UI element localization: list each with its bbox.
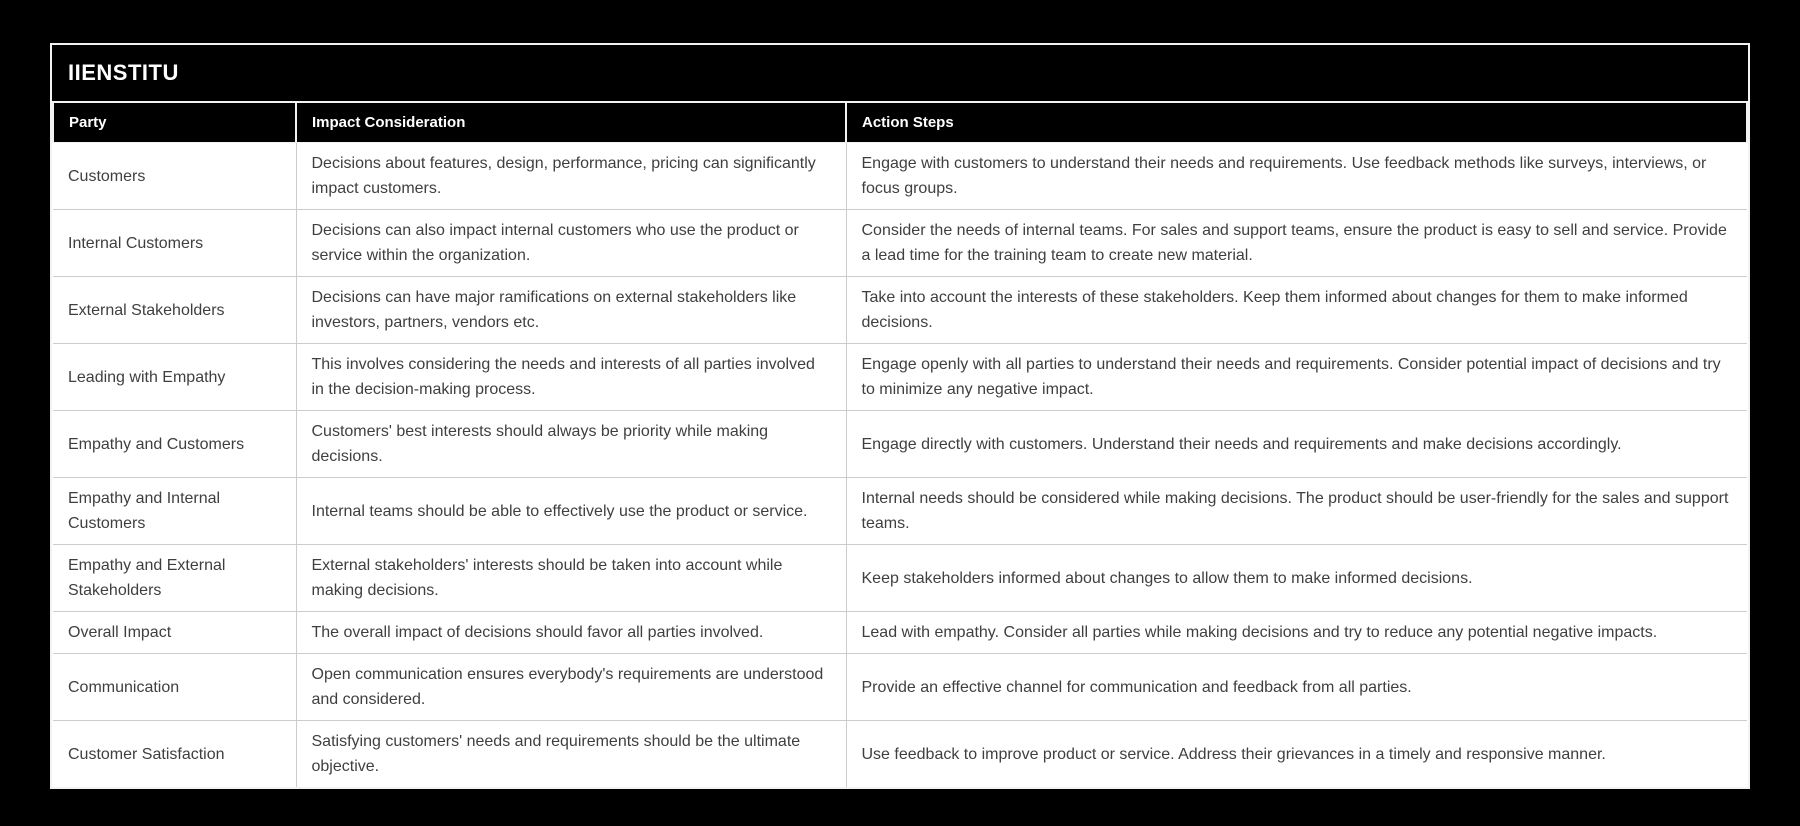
table-row: [53, 344, 1747, 411]
impact-consideration-cell: Internal teams should be able to effectively use the product or service.: [296, 478, 846, 545]
table-row: [53, 612, 1747, 654]
party-cell: Leading with Empathy: [53, 344, 296, 411]
action-steps-cell: Take into account the interests of these stakeholders. Keep them informed about changes for them to make informed decisions.: [846, 277, 1747, 344]
party-cell: Empathy and Customers: [53, 411, 296, 478]
table-row: [53, 545, 1747, 612]
page-title: IIENSTITU: [68, 60, 179, 85]
action-steps-cell: Internal needs should be considered while making decisions. The product should be user-friendly for the sales and support teams.: [846, 478, 1747, 545]
impact-consideration-cell: Customers' best interests should always be priority while making decisions.: [296, 411, 846, 478]
impact-consideration-cell: The overall impact of decisions should favor all parties involved.: [296, 612, 846, 654]
column-header-impact-consideration: Impact Consideration: [296, 102, 846, 143]
impact-consideration-cell: Decisions can also impact internal customers who use the product or service within the organization.: [296, 210, 846, 277]
impact-consideration-cell: Satisfying customers' needs and requirements should be the ultimate objective.: [296, 721, 846, 788]
party-cell: Customer Satisfaction: [53, 721, 296, 788]
column-header-party: Party: [53, 102, 296, 143]
party-cell: Internal Customers: [53, 210, 296, 277]
action-steps-cell: Engage with customers to understand their needs and requirements. Use feedback methods like surveys, interviews, or focus groups.: [846, 143, 1747, 210]
action-steps-cell: Engage directly with customers. Understand their needs and requirements and make decisions accordingly.: [846, 411, 1747, 478]
table-header: [53, 102, 1747, 143]
table-row: [53, 210, 1747, 277]
action-steps-cell: Provide an effective channel for communication and feedback from all parties.: [846, 654, 1747, 721]
impact-consideration-cell: Decisions about features, design, performance, pricing can significantly impact customers.: [296, 143, 846, 210]
party-cell: Communication: [53, 654, 296, 721]
action-steps-cell: Keep stakeholders informed about changes to allow them to make informed decisions.: [846, 545, 1747, 612]
stakeholder-impact-table: [52, 101, 1748, 787]
party-cell: Overall Impact: [53, 612, 296, 654]
title-bar: [52, 45, 1748, 101]
impact-consideration-cell: Open communication ensures everybody's requirements are understood and considered.: [296, 654, 846, 721]
action-steps-cell: Consider the needs of internal teams. For sales and support teams, ensure the product is easy to sell and service. Provide a lead time for the training team to create new material.: [846, 210, 1747, 277]
table-row: [53, 721, 1747, 788]
party-cell: External Stakeholders: [53, 277, 296, 344]
party-cell: Empathy and External Stakeholders: [53, 545, 296, 612]
table-body: [53, 143, 1747, 788]
impact-consideration-cell: This involves considering the needs and interests of all parties involved in the decision-making process.: [296, 344, 846, 411]
impact-consideration-cell: Decisions can have major ramifications on external stakeholders like investors, partners, vendors etc.: [296, 277, 846, 344]
party-cell: Customers: [53, 143, 296, 210]
party-cell: Empathy and Internal Customers: [53, 478, 296, 545]
table-row: [53, 411, 1747, 478]
action-steps-cell: Use feedback to improve product or service. Address their grievances in a timely and responsive manner.: [846, 721, 1747, 788]
column-header-action-steps: Action Steps: [846, 102, 1747, 143]
impact-consideration-cell: External stakeholders' interests should be taken into account while making decisions.: [296, 545, 846, 612]
table-row: [53, 277, 1747, 344]
table-row: [53, 143, 1747, 210]
table-row: [53, 654, 1747, 721]
table-frame: [50, 43, 1750, 789]
action-steps-cell: Engage openly with all parties to understand their needs and requirements. Consider potential impact of decisions and try to minimize any negative impact.: [846, 344, 1747, 411]
table-row: [53, 478, 1747, 545]
header-row: [53, 102, 1747, 143]
action-steps-cell: Lead with empathy. Consider all parties while making decisions and try to reduce any potential negative impacts.: [846, 612, 1747, 654]
